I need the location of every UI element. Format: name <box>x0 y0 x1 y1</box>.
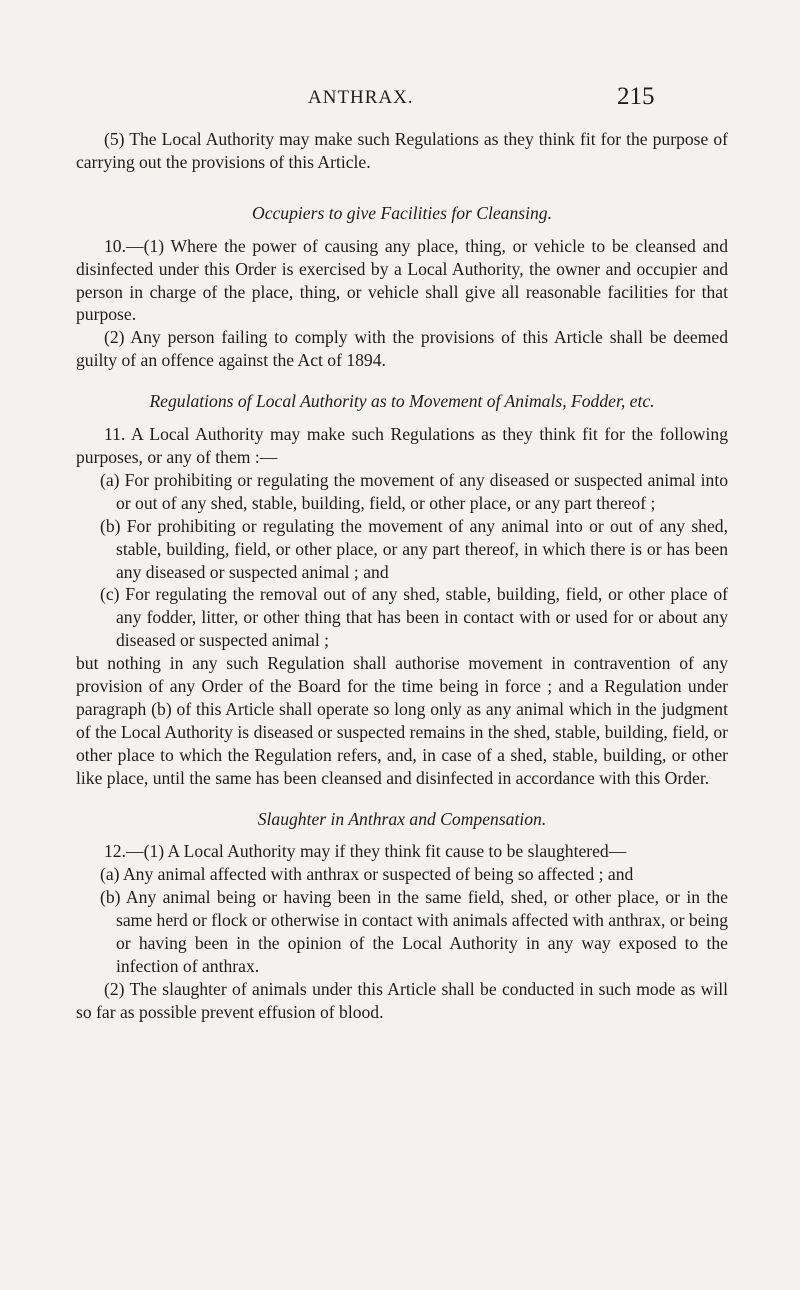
page-header <box>0 83 800 113</box>
paragraph-5: (5) The Local Authority may make such Regulations as they think fit for the purpose of carrying out the provisions of this Article. <box>76 129 728 172</box>
paragraph-12-b: (b) Any animal being or having been in the same field, shed, or other place, or in the same herd or flock or otherwise in contact with animals affected with anthrax, or being or having been in the opinion of the Local Authority in any way exposed to the infection of anthrax. <box>100 887 728 976</box>
section-heading-occupiers: Occupiers to give Facilities for Cleansing. <box>251 202 553 223</box>
paragraph-11-a: (a) For prohibiting or regulating the movement of any diseased or suspected animal into or out of any shed, stable, building, field, or other place, or any part thereof ; <box>100 469 728 513</box>
paragraph-10-1: 10.—(1) Where the power of causing any place, thing, or vehicle to be cleansed and disinfected under this Order is exercised by a Local Authority, the owner and occupier and person in charge of the place, thing, or vehicle shall give all reasonable facilities for that purpose. <box>76 235 728 325</box>
paragraph-11: 11. A Local Authority may make such Regulations as they think fit for the following purposes, or any of them :— <box>76 424 728 467</box>
page-number: 215 <box>617 83 655 110</box>
page-body <box>76 128 728 1024</box>
paragraph-12-a: (a) Any animal affected with anthrax or suspected of being so affected ; and <box>100 864 634 885</box>
paragraph-10-2: (2) Any person failing to comply with the provisions of this Article shall be deemed guilty of an offence against the Act of 1894. <box>76 327 728 371</box>
running-head: ANTHRAX. <box>308 87 414 108</box>
paragraph-11-b: (b) For prohibiting or regulating the movement of any animal into or out of any shed, stable, building, field, or other place, or any part thereof, in which there is or has been any diseased or suspected animal ; and <box>100 515 728 582</box>
section-heading-slaughter: Slaughter in Anthrax and Compensation. <box>257 808 547 829</box>
paragraph-12-1: 12.—(1) A Local Authority may if they think fit cause to be slaughtered— <box>104 841 627 862</box>
paragraph-12-2: (2) The slaughter of animals under this Article shall be conducted in such mode as will so far as possible prevent effusion of blood. <box>76 978 728 1022</box>
paragraph-11-c: (c) For regulating the removal out of any shed, stable, building, field, or other place of any fodder, litter, or other thing that has been in contact with or used for or about any diseased or suspected animal ; <box>100 584 728 651</box>
paragraph-11-continuation: but nothing in any such Regulation shall authorise movement in contravention of any provision of any Order of the Board for the time being in force ; and a Regulation under paragraph (b) of this Article shall operate so long only as any animal which in the judgment of the Local Authority is diseased or suspected remains in the shed, stable, building, field, or other place to which the Regulation refers, and, in case of a shed, stable, building, or other like place, until the same has been cleansed and disinfected in accordance with this Order. <box>76 653 728 788</box>
section-heading-regulations: Regulations of Local Authority as to Movement of Animals, Fodder, etc. <box>149 391 655 412</box>
